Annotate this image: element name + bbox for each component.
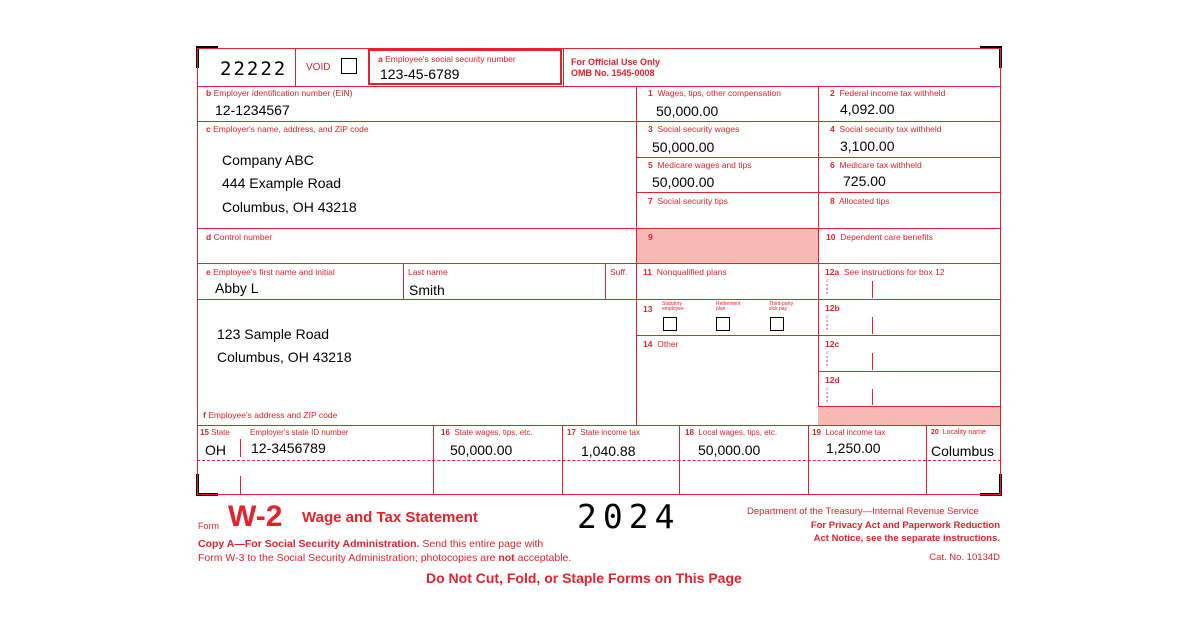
retirement-plan-label: Retirement plan — [716, 301, 741, 312]
box-17-value[interactable]: 1,040.88 — [581, 443, 636, 459]
omb-number: OMB No. 1545-0008 — [571, 68, 655, 78]
box-12a-code-letters: C o d e — [826, 278, 829, 295]
box-b-label: b Employer identification number (EIN) — [206, 88, 353, 98]
copy-a-line-1: Copy A—For Social Security Administration. Send this entire page with — [198, 538, 544, 550]
privacy-line-2: Act Notice, see the separate instructions. — [813, 533, 1000, 544]
employer-city[interactable]: Columbus, OH 43218 — [222, 199, 357, 215]
box-6-label: 6 Medicare tax withheld — [830, 160, 922, 170]
box-12c-label: 12c — [825, 339, 840, 349]
box-2-value[interactable]: 4,092.00 — [840, 101, 895, 117]
box-16-label: 16 State wages, tips, etc. — [441, 428, 533, 437]
box-4-value[interactable]: 3,100.00 — [840, 138, 895, 154]
box-14-label: 14 Other — [643, 339, 679, 349]
employee-last-name[interactable]: Smith — [409, 282, 445, 298]
employee-street[interactable]: 123 Sample Road — [217, 326, 330, 342]
box-12b-label: 12b — [825, 303, 840, 313]
box-3-value[interactable]: 50,000.00 — [652, 139, 715, 155]
crop-mark-top-right — [980, 46, 1002, 68]
ssn-value[interactable]: 123-45-6789 — [380, 66, 460, 82]
box-12c-code-letters: C o d e — [826, 350, 829, 367]
state-id-value[interactable]: 12-3456789 — [251, 440, 326, 456]
box-f-label: f Employee's address and ZIP code — [203, 410, 338, 420]
third-party-sick-pay-checkbox[interactable] — [770, 317, 784, 331]
ein-value[interactable]: 12-1234567 — [215, 102, 290, 118]
control-code: 22222 — [220, 58, 288, 80]
box-19-value[interactable]: 1,250.00 — [826, 440, 881, 456]
employee-first-name[interactable]: Abby L — [215, 280, 259, 296]
box-12c-code-divider — [872, 353, 873, 370]
box-10-label: 10 Dependent care benefits — [826, 232, 933, 242]
box-12b-code-divider — [872, 317, 873, 334]
box-9-shade — [637, 229, 818, 264]
box-13-label: 13 — [643, 304, 653, 314]
box-2-label: 2 Federal income tax withheld — [830, 88, 946, 98]
crop-mark-bottom-left — [196, 474, 218, 496]
do-not-cut-notice: Do Not Cut, Fold, or Staple Forms on This Page — [426, 570, 742, 586]
box-18-label: 18 Local wages, tips, etc. — [685, 428, 778, 437]
box-9-label: 9 — [648, 232, 653, 242]
department-line: Department of the Treasury—Internal Revenue Service — [747, 506, 979, 517]
employee-city[interactable]: Columbus, OH 43218 — [217, 349, 352, 365]
box-5-label: 5 Medicare wages and tips — [648, 160, 752, 170]
box-4-label: 4 Social security tax withheld — [830, 124, 942, 134]
box-20-label: 20 Locality name — [931, 429, 986, 436]
box-12d-lower-shade — [818, 407, 1001, 425]
official-use-label: For Official Use Only — [571, 57, 661, 67]
box-d-label: d Control number — [206, 232, 273, 242]
void-label: VOID — [306, 62, 331, 73]
copy-a-line-2: Form W-3 to the Social Security Administration; photocopies are not acceptable. — [198, 552, 572, 564]
form-word: Form — [198, 521, 219, 531]
box-e-label: e Employee's first name and initial — [206, 267, 335, 277]
box-7-label: 7 Social security tips — [648, 196, 728, 206]
form-name: W-2 — [228, 500, 283, 533]
statutory-employee-label: Statutory employee — [662, 301, 684, 312]
box-8-label: 8 Allocated tips — [830, 196, 890, 206]
employer-name[interactable]: Company ABC — [222, 152, 314, 168]
retirement-plan-checkbox[interactable] — [716, 317, 730, 331]
box-c-label: c Employer's name, address, and ZIP code — [206, 124, 369, 134]
box-15-label: 15 State — [200, 428, 230, 437]
suffix-label: Suff. — [610, 267, 628, 277]
box-12d-code-letters: C o d e — [826, 386, 829, 403]
box-16-value[interactable]: 50,000.00 — [450, 442, 513, 458]
box-a-label: a Employee's social security number — [378, 54, 516, 64]
box-17-label: 17 State income tax — [567, 428, 640, 437]
box-6-value[interactable]: 725.00 — [843, 173, 886, 189]
box-20-value[interactable]: Columbus — [931, 443, 995, 459]
box-15-id-label: Employer's state ID number — [250, 428, 349, 437]
employer-street[interactable]: 444 Example Road — [222, 175, 342, 191]
box-12b-code-letters: C o d e — [826, 314, 829, 331]
tax-year: 2024 — [577, 497, 681, 536]
privacy-line-1: For Privacy Act and Paperwork Reduction — [810, 520, 1000, 531]
box-3-label: 3 Social security wages — [648, 124, 740, 134]
statutory-employee-checkbox[interactable] — [663, 317, 677, 331]
box-1-label: 1 Wages, tips, other compensation — [648, 88, 781, 98]
crop-mark-bottom-right — [980, 474, 1002, 496]
third-party-sick-pay-label: Third-party sick pay — [769, 301, 794, 312]
void-checkbox[interactable] — [341, 58, 357, 74]
box-12d-label: 12d — [825, 375, 840, 385]
state-code[interactable]: OH — [205, 442, 226, 458]
box-12a-label: 12a See instructions for box 12 — [825, 267, 945, 277]
box-5-value[interactable]: 50,000.00 — [652, 174, 715, 190]
box-12d-code-divider — [872, 389, 873, 405]
box-1-value[interactable]: 50,000.00 — [656, 103, 719, 119]
box-12a-code-divider — [872, 281, 873, 298]
box-19-label: 19 Local income tax — [812, 428, 886, 437]
box-11-label: 11 Nonqualified plans — [643, 267, 727, 277]
last-name-label: Last name — [408, 267, 448, 277]
box-18-value[interactable]: 50,000.00 — [698, 442, 761, 458]
catalog-number: Cat. No. 10134D — [929, 552, 1000, 563]
crop-mark-top-left — [196, 46, 218, 68]
form-title: Wage and Tax Statement — [302, 509, 478, 526]
